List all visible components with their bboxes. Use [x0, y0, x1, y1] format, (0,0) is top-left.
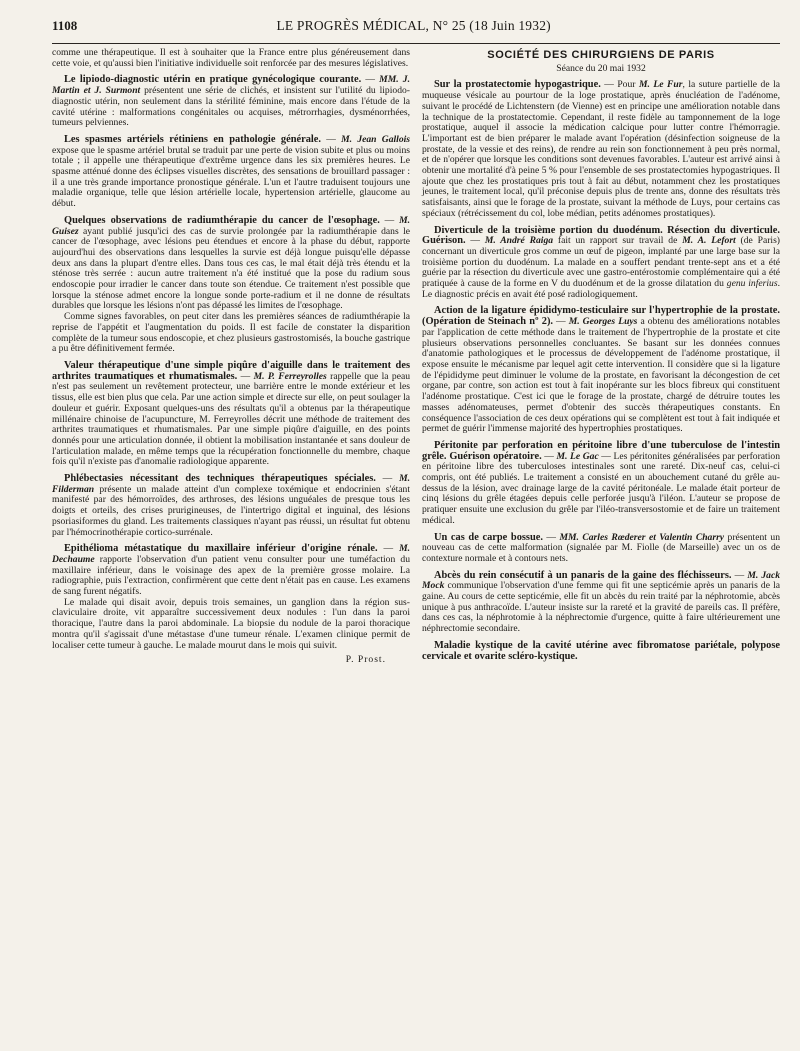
article-body: ayant publié jusqu'ici des cas de survie prolongée par la radiumthérapie dans le cancer de l'œsophage, avec lésions peu étendues et encore à la phase du début, rapporte aujourd'hui des observations dans lesquelles la survie est déjà longue puisqu'elle dépasse deux ans dans la plupart d'entre elles. Dans tous ces cas, le mal était déjà très étendu et la sténose très serrée : aucun autre traitement n'a été institué que la pose du radium sous endoscopie pour irradier le cancer dans toute son étendue. Ce traitement n'est possible que lorsque la sténose admet encore la longue sonde porte-radium et il ne donne de résultats durables que lorsque les lésions n'ont pas dépassé les limites de l'œsophage.: [52, 225, 410, 312]
article-body: communique l'observation d'une femme qui fit une septicémie après un panaris de la gaine. Au cours de cette septicémie, elle fit un abcès du rein traité par la néphrotomie, abcès unique à pus anthracoïde. L'auteur insiste sur la rareté et la gravité de pareils cas. Il préfère, dans ces cas, la néphrotomie à la néphrectomie d'urgence, quitte à faire ultérieurement une néphrectomie secondaire.: [422, 580, 780, 635]
article-author: M. André Raiga: [484, 235, 554, 247]
article-title: Le lipiodo-diagnostic utérin en pratique gynécologique courante.: [64, 74, 362, 86]
article-title: Abcès du rein consécutif à un panaris de la gaine des fléchisseurs.: [434, 569, 732, 581]
article-body: présente un malade atteint d'un complexe toxémique et endocrinien s'étant manifesté par des hémorroïdes, des arthroses, des lésions unguéales de presque tous les doigts et orteils, des crises prurigineuses, de l'intertrigo digital et inguinal, des lésions psoriasiformes du gland. Les traitements classiques n'ayant pas réussi, un résultat fut obtenu par l'hémocrinothérapie cortico-surrénale.: [52, 483, 410, 538]
article-author: M. Guisez: [52, 214, 411, 237]
article-author: M. Georges Luys: [568, 316, 638, 328]
article-author: M. Jean Gallois: [341, 133, 411, 145]
article-body: (de Paris) concernant un diverticule gros comme un œuf de pigeon, implanté par une large base sur la troisième portion du duodénum. La malade en a souffert pendant trente-sept ans et a été guérie par la résection du diverticule avec une gastro-entérostomie complémentaire qui a été pratiquée à cause de la forme en V du duodénum et de la grosse dilatation du: [422, 235, 780, 290]
article-maladie-kystique: [422, 641, 780, 662]
article-title: Action de la ligature épididymo-testiculaire sur l'hypertrophie de la prostate. (Opération de Steinach nº 2).: [422, 305, 780, 328]
left-column: [52, 48, 410, 666]
article-phlebectasies: Phlébectasies nécessitant des techniques thérapeutiques spéciales. — M. Filderman présente un malade atteint d'un complexe toxémique et endocrinien s'étant manifesté par des hémorroïdes, des arthroses, des lésions unguéales de presque tous les doigts et orteils, des crises prurigineuses, de l'intertrigo digital et inguinal, des lésions psoriasiformes du gland. Les traitements classiques n'ayant pas réussi, un résultat fut obtenu par l'hémocrinothérapie cortico-surrénale.: [52, 473, 410, 538]
article-author: M. Le Gac: [556, 450, 599, 462]
article-body: présentent une série de clichés, et insistent sur l'utilité du lipiodo-diagnostic utérin, non seulement dans la stérilité féminine, mais encore dans l'étude de la cavité utérine : malformations congénitales ou acquises, métrorrhagies, dysménorrhées, tumeurs pelviennes.: [52, 85, 410, 129]
article-lipiodo: Le lipiodo-diagnostic utérin en pratique gynécologique courante. — MM. J. Martin et J. Surmont présentent une série de clichés, et insistent sur l'utilité du lipiodo-diagnostic utérin, non seulement dans la stérilité féminine, mais encore dans l'étude de la cavité utérine : malformations congénitales ou acquises, métrorrhagies, dysménorrhées, tumeurs pelviennes.: [52, 74, 410, 129]
header-rule: [52, 43, 780, 44]
article-piqure: Valeur thérapeutique d'une simple piqûre d'aiguille dans le traitement des arthrites traumatiques et rhumatismales. — M. P. Ferreyrolles rappelle que la peau n'est pas seulement un revêtement protecteur, une barrière entre le monde extérieur et les tissus, elle est bien plus que cela. Par une action simple et directe sur elle, on peut soulager la douleur et guérir. Exposant quelques-uns des résultats qu'il a obtenus par la thérapeutique millénaire chinoise de l'acupuncture, M. Ferreyrolles décrit une méthode de traitement des arthrites traumatiques et rhumatismales. Par une simple piqûre d'aiguille, en des points donnés pour une articulation donnée, il obtient la mobilisation instantanée et sans douleur de l'articulation malade, en même temps que la récupération fonctionnelle du membre, chaque fois qu'il n'existe pas d'anomalie radiologique apparente.: [52, 359, 411, 468]
columns: [52, 48, 780, 666]
article-body: présentent un nouveau cas de cette malformation (signalée par M. Fiolle (de Marseille) avec un os de contexture normale et à contours nets.: [422, 531, 780, 564]
article-abces-rein: Abcès du rein consécutif à un panaris de la gaine des fléchisseurs. — M. Jack Mock communique l'observation d'une femme qui fit une septicémie après un panaris de la gaine. Au cours de cette septicémie, elle fit un abcès du rein traité par la néphrotomie, abcès unique à pus anthracoïde. L'auteur insiste sur la rareté et la gravité de pareils cas. Il préfère, dans ces cas, la néphrotomie à la néphrectomie d'urgence, quitte à faire ultérieurement une néphrectomie secondaire.: [422, 569, 781, 635]
signature: P. Prost.: [345, 654, 386, 666]
article-author: M. P. Ferreyrolles: [253, 370, 327, 382]
intro-paragraph: comme une thérapeutique. Il est à souhaiter que la France entre plus généreusement dans cette voie, et qu'aussi bien l'initiative individuelle soit renforcée par des mesures législatives.: [52, 47, 410, 69]
article-author: M. Filderman: [52, 473, 410, 495]
article-radiumtherapie: Quelques observations de radiumthérapie du cancer de l'œsophage. — M. Guisez ayant publié jusqu'ici des cas de survie prolongée par la radiumthérapie dans le cancer de l'œsophage, avec lésions peu étendues et encore à la phase du début, rapporte aujourd'hui des observations dans lesquelles la survie est déjà longue puisqu'elle dépasse deux ans dans la plupart d'entre elles. Dans tous ces cas, le mal était déjà très étendu et la sténose très serrée : aucun autre traitement n'a été institué que la pose du radium sous endoscopie pour irradier le cancer dans toute son étendue. Ce traitement n'est possible que lorsque la sténose admet encore la longue sonde porte-radium et il ne donne de résultats durables que lorsque les lésions n'ont pas dépassé les limites de l'œsophage. Comme signes favorables, on peut citer dans les premières séances de radiumthérapie la reprise de l'appétit et l'augmentation du poids. Il est facile de constater la disparition complète de la tumeur sous endoscopie, et chez plusieurs gastrostomisés, la bouche gastrique a pu être définitivement fermée.: [52, 214, 411, 355]
article-epithelioma: Epithélioma métastatique du maxillaire inférieur d'origine rénale. — M. Dechaume rapporte l'observation d'un patient venu consulter pour une tuméfaction du maxillaire inférieur, dans le voisinage des apex de la première grosse molaire. La radiographie, puis l'extraction, confirmèrent que cette dent n'était pas en cause. Les examens de sang furent négatifs. Le malade qui disait avoir, depuis trois semaines, un ganglion dans la région sus-claviculaire droite, vit apparaître successivement deux nodules : l'un dans la paroi thoracique, l'autre dans la paroi abdominale. La biopsie du nodule de la paroi thoracique montra qu'il s'agissait d'une métastase d'une tumeur rénale. L'examen clinique permit de localiser cette tumeur à gauche. Le malade mourut dans le mois qui suivit.: [52, 543, 410, 651]
article-author: MM. J. Martin et J. Surmont: [52, 74, 410, 97]
article-title: Les spasmes artériels rétiniens en pathologie générale.: [64, 133, 321, 145]
article-title: Sur la prostatectomie hypogastrique.: [434, 79, 601, 91]
article-author: M. Dechaume: [52, 543, 410, 565]
page-header: [52, 18, 780, 40]
article-body: expose que le spasme artériel brutal se traduit par une perte de vision subite et plus ou moins totale ; il appelle une thérapeutique d'extrême urgence dans les six premières heures. Le spasme atténué donne des éclipses visuelles discrètes, des sensations de brouillard passager : il a une très grande importance pronostique générale. L'un et l'autre traduisent toujours une maladie organique, telle que lésion artérielle locale, hypertension artérielle, glaucome au début.: [52, 144, 410, 210]
article-peritonite: Péritonite par perforation en péritoine libre d'une tuberculose de l'intestin grêle. Guérison opératoire. — M. Le Gac — Les péritonites généralisées par perforation en péritoine libre des tuberculoses intestinales sont une rareté. Dix-neuf cas, celui-ci compris, ont été publiés. Le traitement a consisté en un abouchement cutané du grêle au-dessus de la lésion, avec drainage large de la cavité péritonéale. Le malade était porteur de cinq lésions du grêle étagées depuis celle perforée jusqu'à l'iléon. L'auteur se propose de pratiquer ensuite une exclusion du grêle par l'iléo-transversostomie et de faire un traitement médical.: [422, 439, 780, 526]
article-title: Péritonite par perforation en péritoine libre d'une tuberculose de l'intestin grêle. Guérison opératoire.: [422, 439, 780, 462]
article-title: Diverticule de la troisième portion du duodénum. Résection du diverticule. Guérison.: [422, 224, 780, 247]
seance-date: Séance du 20 mai 1932: [556, 62, 646, 74]
article-title: Phlébectasies nécessitant des techniques thérapeutiques spéciales.: [64, 473, 376, 485]
journal-title: LE PROGRÈS MÉDICAL, N° 25 (18 Juin 1932): [276, 18, 551, 33]
article-body-2: Comme signes favorables, on peut citer dans les premières séances de radiumthérapie la reprise de l'appétit et l'augmentation du poids. Il est facile de constater la disparition complète de la tumeur sous endoscopie, et chez plusieurs gastrostomisés, la bouche gastrique a pu être définitivement fermée.: [52, 311, 410, 355]
article-spasmes: Les spasmes artériels rétiniens en pathologie générale. — M. Jean Gallois expose que le spasme artériel brutal se traduit par une perte de vision subite et plus ou moins totale ; il appelle une thérapeutique d'extrême urgence dans les six premières heures. Le spasme atténué donne des éclipses visuelles discrètes, des sensations de brouillard passager : il a une très grande importance pronostique générale. L'un et l'autre traduisent toujours une maladie organique, telle que lésion artérielle locale, hypertension artérielle, glaucome au début.: [52, 133, 411, 210]
article-title: Valeur thérapeutique d'une simple piqûre d'aiguille dans le traitement des arthrites traumatiques et rhumatismales.: [52, 359, 410, 382]
article-body: rapporte l'observation d'un patient venu consulter pour une tuméfaction du maxillaire inférieur, dans le voisinage des apex de la première grosse molaire. La radiographie, puis l'extraction, confirmèrent que cette dent n'était pas en cause. Les examens de sang furent négatifs.: [52, 553, 410, 598]
article-body: a obtenu des améliorations notables par l'application de cette méthode dans le traitement de l'hypertrophie de la prostate et cite plusieurs observations personnelles concluantes. Se basant sur les données connues d'anatomie pathologiques et le processus de développement de l'adénome prostatique, il expose ensuite le mécanisme par lequel agit cette intervention. Il considère que si la ligature de l'épididyme peut diminuer le volume de la prostate, en favorisant la décongestion de cet organe, par contre, son action est tout à fait inopérante sur les blocs fibreux qui constituent l'adénome prostatique. C'est ici que le forage de la prostate, chargé de détruire toutes les masses adénomateuses, permet d'obtenir des succès thérapeutiques constants. En conséquence l'association de ces deux opérations qui se complètent est tout à fait indiquée et permet de guérir l'immense majorité des hypertrophies prostatiques.: [422, 316, 780, 435]
article-author: M. Jack Mock: [422, 569, 781, 592]
article-ligature: Action de la ligature épididymo-testiculaire sur l'hypertrophie de la prostate. (Opération de Steinach nº 2). — M. Georges Luys a obtenu des améliorations notables par l'application de cette méthode dans le traitement de l'hypertrophie de la prostate et cite plusieurs observations personnelles concluantes. Se basant sur les données connues d'anatomie pathologiques et le processus de développement de l'adénome prostatique, il expose ensuite le mécanisme par lequel agit cette intervention. Il considère que si la ligature de l'épididyme peut diminuer le volume de la prostate, en favorisant la décongestion de cet organe, par contre, son action est tout à fait inopérante sur les blocs fibreux qui constituent l'adénome prostatique. C'est ici que le forage de la prostate, chargé de détruire toutes les masses adénomateuses, permet d'obtenir des succès thérapeutiques constants. En conséquence l'association de ces deux opérations qui se complètent est tout à fait indiquée et permet de guérir l'immense majorité des hypertrophies prostatiques.: [422, 305, 780, 435]
page-number: 1108: [52, 18, 78, 33]
article-body: — Les péritonites généralisées par perforation en péritoine libre des tuberculoses intestinales sont une rareté. Dix-neuf cas, celui-ci compris, ont été publiés. Le traitement a consisté en un abouchement cutané du grêle au-dessus de la lésion, avec drainage large de la cavité péritonéale. Le malade était porteur de cinq lésions du grêle étagées depuis celle perforée jusqu'à l'iléon. L'auteur se propose de pratiquer ensuite une exclusion du grêle par l'iléo-transversostomie et de faire un traitement médical.: [422, 450, 780, 526]
article-title: Maladie kystique de la cavité utérine avec fibromatose pariétale, polypose cervicale et ovarite scléro-kystique.: [422, 639, 780, 662]
article-prostatectomie: Sur la prostatectomie hypogastrique. — Pour M. Le Fur, la suture partielle de la muqueuse vésicale au pourtour de la loge prostatique, après énucléation de l'adénome, suivant le procédé de Lichtenstern (de Vienne) est en principe une amélioration notable dans la technique de la prostatectomie. Cependant, il reste fidèle au tamponnement de la loge prostatique, auquel il associe la médication calcique pour lutter contre l'hémorragie. L'important est de bien préparer le malade avant l'opération (désinfection soigneuse de la prostate, de la vessie et des reins), de rendre au rein son fonctionnement à peu près normal, et de n'opérer que lorsque les conditions sont devenues favorables. L'auteur est arrivé ainsi à obtenir une mortalité d'à peine 5 % pour l'ensemble de ses prostatectomies hypogastriques. Il ajoute que chez les prostatiques pris tout à fait au début, notamment chez les prostatiques jeunes, le traitement local, qu'il préconise depuis plus de trente ans, donne des résultats très satisfaisants, ainsi que le forage de la prostate, suivant la méthode de Luys, pour certains cas spéciaux (rétrécissement du col, lobe médian, petits adénomes prostatiques).: [422, 79, 781, 219]
article-body: rappelle que la peau n'est pas seulement un revêtement protecteur, une barrière entre le monde extérieur et les tissus, elle est bien plus que cela. Par une action simple et directe sur elle, on peut soulager la douleur et guérir. Exposant quelques-uns des résultats qu'il a obtenus par la thérapeutique millénaire chinoise de l'acupuncture, M. Ferreyrolles décrit une méthode de traitement des arthrites traumatiques et rhumatismales. Par une simple piqûre d'aiguille, en des points donnés pour une articulation donnée, il obtient la mobilisation instantanée et sans douleur de l'articulation malade, en même temps que la récupération fonctionnelle du membre, chaque fois qu'il n'existe pas d'anomalie radiologique apparente.: [52, 370, 411, 468]
article-diverticule: Diverticule de la troisième portion du duodénum. Résection du diverticule. Guérison. — M. André Raiga fait un rapport sur travail de M. A. Lefort (de Paris) concernant un diverticule gros comme un œuf de pigeon, implanté par une large base sur la troisième portion du duodénum. La malade en a souffert pendant trente-sept ans et a été guérie par la résection du diverticule avec une gastro-entérostomie complémentaire qui a été pratiquée à cause de la forme en V du duodénum et de la grosse dilatation du genu inferius. Le diagnostic précis en avait été posé radiologiquement.: [422, 224, 780, 300]
article-title: Quelques observations de radiumthérapie du cancer de l'œsophage.: [64, 214, 380, 226]
article-author-2: M. A. Lefort: [682, 235, 736, 247]
article-author: M. Le Fur: [638, 79, 683, 91]
article-title: Epithélioma métastatique du maxillaire inférieur d'origine rénale.: [64, 543, 378, 555]
society-title: SOCIÉTÉ DES CHIRURGIENS DE PARIS: [487, 49, 715, 61]
article-title: Un cas de carpe bossue.: [434, 531, 543, 543]
article-body: , la suture partielle de la muqueuse vésicale au pourtour de la loge prostatique, après énucléation de l'adénome, suivant le procédé de Lichtenstern (de Vienne) est en principe une amélioration notable dans la technique de la prostatectomie. Cependant, il reste fidèle au tamponnement de la loge prostatique, auquel il associe la médication calcique pour lutter contre l'hémorragie. L'important est de bien préparer le malade avant l'opération (désinfection soigneuse de la prostate, de la vessie et des reins), de rendre au rein son fonctionnement à peu près normal, et de n'opérer que lorsque les conditions sont devenues favorables. L'auteur est arrivé ainsi à obtenir une mortalité d'à peine 5 % pour l'ensemble de ses prostatectomies hypogastriques. Il ajoute que chez les prostatiques pris tout à fait au début, notamment chez les prostatiques jeunes, le traitement local, qu'il préconise depuis plus de trente ans, donne des résultats très satisfaisants, ainsi que le forage de la prostate, suivant la méthode de Luys, pour certains cas spéciaux (rétrécissement du col, lobe médian, petits adénomes prostatiques).: [422, 79, 781, 219]
article-carpe-bossue: Un cas de carpe bossue. — MM. Carles Rœderer et Valentin Charry présentent un nouveau cas de cette malformation (signalée par M. Fiolle (de Marseille) avec un os de contexture normale et à contours nets.: [422, 531, 780, 564]
article-author: MM. Carles Rœderer et Valentin Charry: [559, 531, 725, 543]
article-body-2: Le malade qui disait avoir, depuis trois semaines, un ganglion dans la région sus-claviculaire droite, vit apparaître successivement deux nodules : l'un dans la paroi thoracique, l'autre dans la paroi abdominale. La biopsie du nodule de la paroi thoracique montra qu'il s'agissait d'une métastase d'une tumeur rénale. L'examen clinique permit de localiser cette tumeur à gauche. Le malade mourut dans le mois qui suivit.: [52, 596, 410, 651]
right-column: [422, 48, 780, 666]
